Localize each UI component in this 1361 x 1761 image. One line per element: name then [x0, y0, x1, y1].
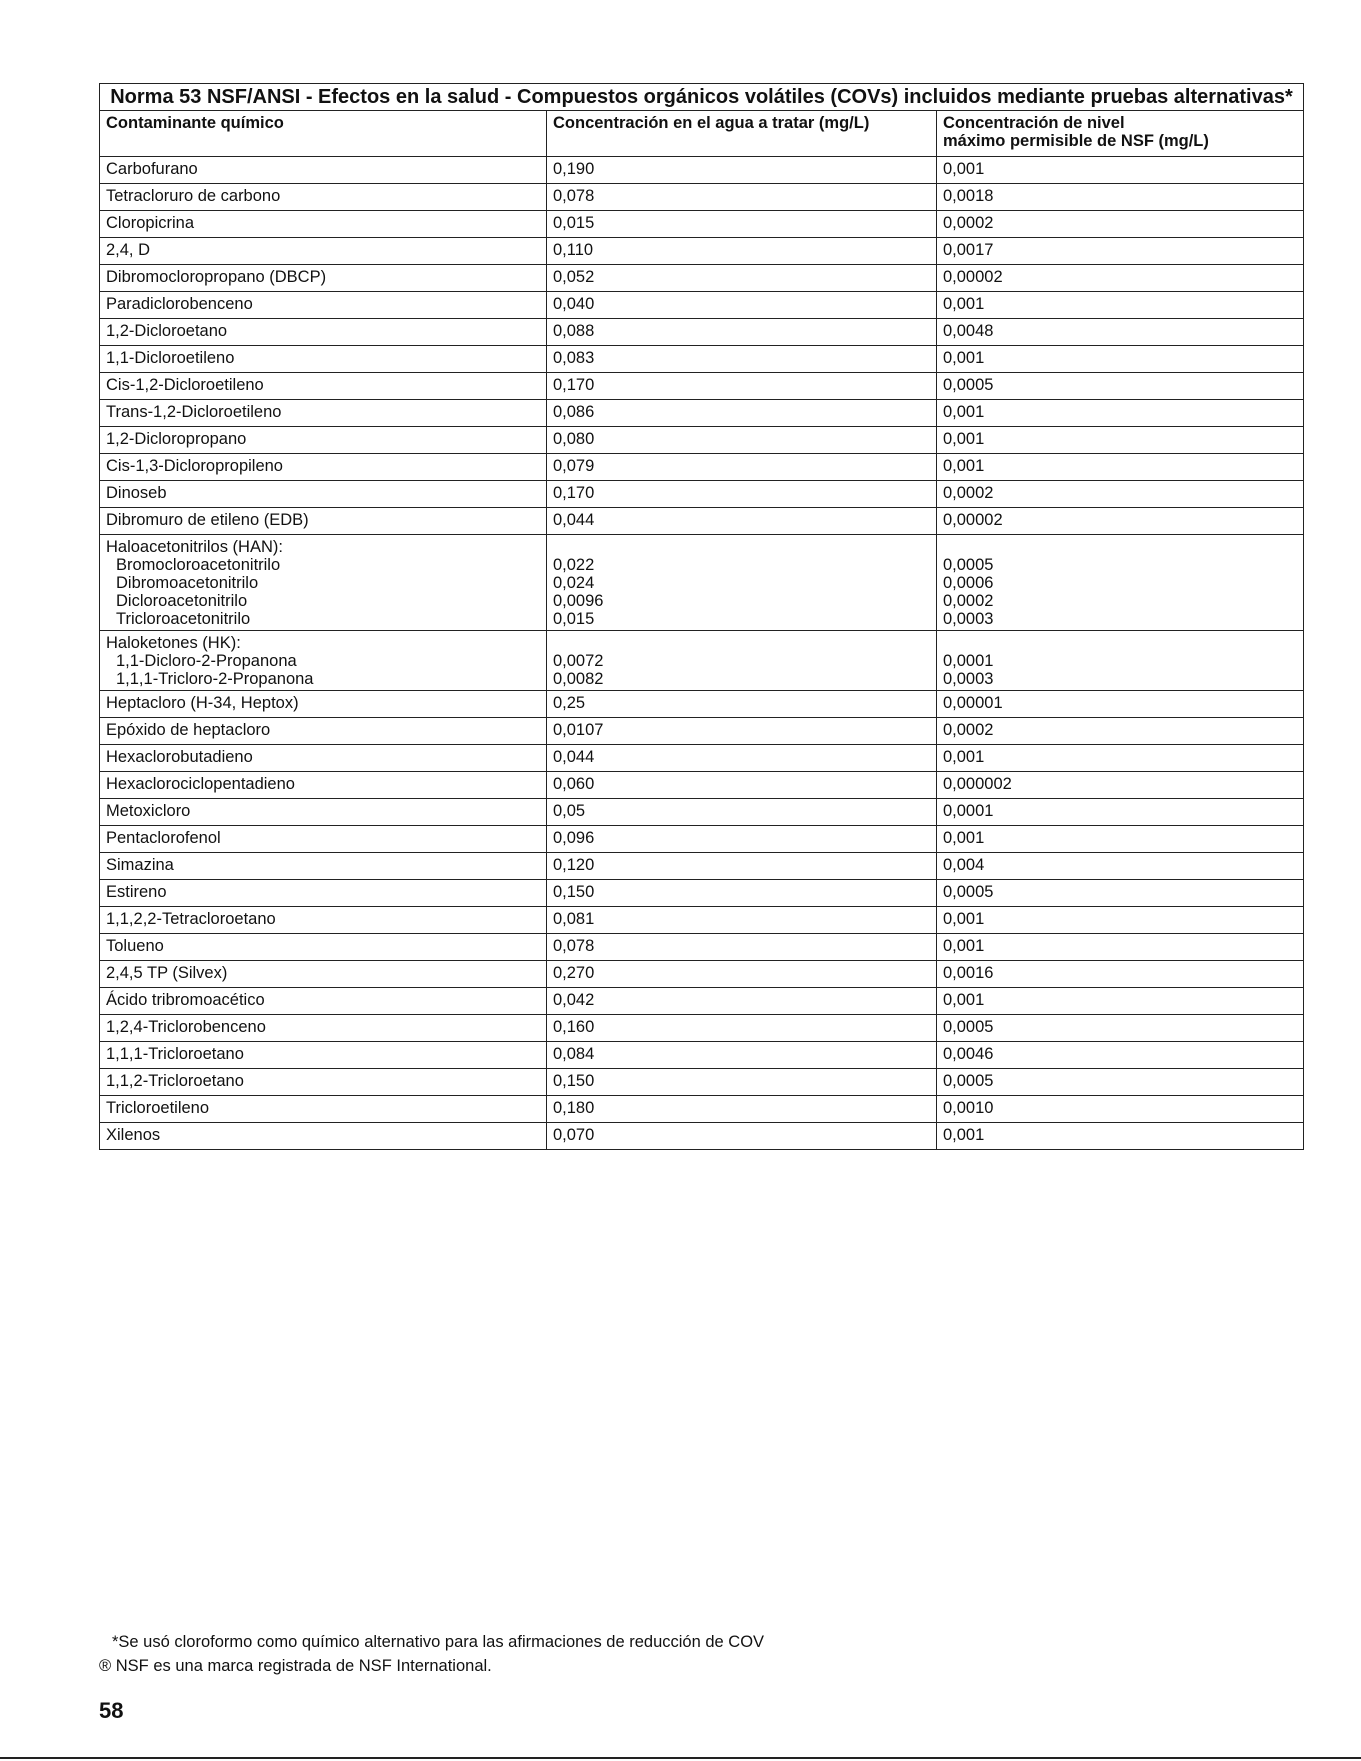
- contaminant-name-cell: Dibromuro de etileno (EDB): [100, 508, 547, 535]
- max-level-cell: 0,001: [937, 1123, 1304, 1150]
- header-concentration: Concentración en el agua a tratar (mg/L): [547, 111, 937, 157]
- max-level-cell: 0,0005: [937, 1069, 1304, 1096]
- contaminant-name-cell: 1,1-Dicloroetileno: [100, 346, 547, 373]
- table-row: [100, 481, 1304, 508]
- concentration-cell: 0,044: [547, 745, 937, 772]
- table-row: [100, 1069, 1304, 1096]
- concentration-cell: 0,040: [547, 292, 937, 319]
- hk-item-max: 0,0003: [943, 670, 994, 688]
- table-row: [100, 265, 1304, 292]
- han-item-max: 0,0005: [943, 556, 994, 574]
- header-max-level: [937, 111, 1304, 157]
- table-body-groups: [100, 535, 1304, 691]
- table-body-b: [100, 691, 1304, 1150]
- table-row-hk: [100, 631, 1304, 691]
- max-level-cell: 0,0010: [937, 1096, 1304, 1123]
- concentration-cell: 0,0107: [547, 718, 937, 745]
- table-row: [100, 508, 1304, 535]
- han-item-max: 0,0006: [943, 574, 994, 592]
- hk-item-name: 1,1-Dicloro-2-Propanona: [116, 652, 297, 670]
- contaminant-name-cell: 1,2-Dicloropropano: [100, 427, 547, 454]
- table-row: [100, 1042, 1304, 1069]
- max-level-cell: 0,001: [937, 157, 1304, 184]
- contaminant-name-cell: 1,2-Dicloroetano: [100, 319, 547, 346]
- table-row: [100, 934, 1304, 961]
- max-level-cell: 0,0005: [937, 1015, 1304, 1042]
- table-row: [100, 826, 1304, 853]
- contaminant-name-cell: Xilenos: [100, 1123, 547, 1150]
- table-row: [100, 238, 1304, 265]
- table-row: [100, 745, 1304, 772]
- concentration-cell: 0,078: [547, 934, 937, 961]
- table-row: [100, 373, 1304, 400]
- concentration-cell: 0,084: [547, 1042, 937, 1069]
- han-item-max: 0,0002: [943, 592, 994, 610]
- han-heading: Haloacetonitrilos (HAN):: [106, 538, 283, 556]
- contaminant-name-cell: 1,1,2-Tricloroetano: [100, 1069, 547, 1096]
- contaminant-name-cell: Cis-1,3-Dicloropropileno: [100, 454, 547, 481]
- table-row: [100, 427, 1304, 454]
- header-max-level-line2: máximo permisible de NSF (mg/L): [943, 132, 1209, 150]
- concentration-cell: 0,170: [547, 481, 937, 508]
- max-level-cell: 0,0002: [937, 211, 1304, 238]
- contaminant-name-cell: Cis-1,2-Dicloroetileno: [100, 373, 547, 400]
- contaminant-name-cell: Trans-1,2-Dicloroetileno: [100, 400, 547, 427]
- han-item-conc: 0,015: [553, 610, 595, 628]
- header-contaminant: Contaminante químico: [100, 111, 547, 157]
- footnote-trademark: ® NSF es una marca registrada de NSF International.: [99, 1657, 492, 1675]
- concentration-cell: 0,083: [547, 346, 937, 373]
- concentration-cell: 0,060: [547, 772, 937, 799]
- table-row: [100, 319, 1304, 346]
- han-item-conc: 0,022: [553, 556, 595, 574]
- table-row: [100, 1123, 1304, 1150]
- page-number: 58: [99, 1698, 124, 1723]
- max-level-cell: 0,00002: [937, 508, 1304, 535]
- hk-name-cell: [100, 631, 547, 691]
- table-row: [100, 184, 1304, 211]
- table-row: [100, 907, 1304, 934]
- han-item-name: Dibromoacetonitrilo: [116, 574, 259, 592]
- concentration-cell: 0,150: [547, 1069, 937, 1096]
- hk-item-max: 0,0001: [943, 652, 994, 670]
- han-item-conc: 0,0096: [553, 592, 604, 610]
- contaminant-name-cell: 1,1,1-Tricloroetano: [100, 1042, 547, 1069]
- table-row: [100, 346, 1304, 373]
- max-level-cell: 0,0002: [937, 718, 1304, 745]
- han-name-cell: [100, 535, 547, 631]
- table-row: [100, 772, 1304, 799]
- contaminant-name-cell: Metoxicloro: [100, 799, 547, 826]
- footnote-alternative: *Se usó cloroformo como químico alternativo para las afirmaciones de reducción de COV: [112, 1633, 765, 1651]
- table-row: [100, 1015, 1304, 1042]
- table-row: [100, 961, 1304, 988]
- max-level-cell: 0,004: [937, 853, 1304, 880]
- max-level-cell: 0,0016: [937, 961, 1304, 988]
- han-max-cell: [937, 535, 1304, 631]
- contaminant-name-cell: Simazina: [100, 853, 547, 880]
- han-item-name: Bromocloroacetonitrilo: [116, 556, 281, 574]
- contaminant-name-cell: Hexaclorociclopentadieno: [100, 772, 547, 799]
- max-level-cell: 0,001: [937, 826, 1304, 853]
- contaminant-name-cell: Paradiclorobenceno: [100, 292, 547, 319]
- concentration-cell: 0,042: [547, 988, 937, 1015]
- max-level-cell: 0,0017: [937, 238, 1304, 265]
- concentration-cell: 0,086: [547, 400, 937, 427]
- concentration-cell: 0,079: [547, 454, 937, 481]
- contaminant-name-cell: Dinoseb: [100, 481, 547, 508]
- max-level-cell: 0,001: [937, 400, 1304, 427]
- table-row: [100, 1096, 1304, 1123]
- max-level-cell: 0,0046: [937, 1042, 1304, 1069]
- concentration-cell: 0,25: [547, 691, 937, 718]
- max-level-cell: 0,000002: [937, 772, 1304, 799]
- han-item-name: Dicloroacetonitrilo: [116, 592, 248, 610]
- concentration-cell: 0,081: [547, 907, 937, 934]
- hk-max-cell: [937, 631, 1304, 691]
- contaminant-name-cell: Tetracloruro de carbono: [100, 184, 547, 211]
- table-row: [100, 292, 1304, 319]
- contaminant-name-cell: Tolueno: [100, 934, 547, 961]
- bottom-rule: [0, 1757, 1361, 1759]
- max-level-cell: 0,001: [937, 745, 1304, 772]
- concentration-cell: 0,088: [547, 319, 937, 346]
- table-row: [100, 853, 1304, 880]
- han-conc-cell: [547, 535, 937, 631]
- contaminant-name-cell: Carbofurano: [100, 157, 547, 184]
- max-level-cell: 0,001: [937, 907, 1304, 934]
- contaminant-table: [99, 83, 1304, 1150]
- concentration-cell: 0,080: [547, 427, 937, 454]
- concentration-cell: 0,270: [547, 961, 937, 988]
- table-row: [100, 454, 1304, 481]
- hk-item-conc: 0,0072: [553, 652, 604, 670]
- max-level-cell: 0,001: [937, 988, 1304, 1015]
- max-level-cell: 0,0005: [937, 373, 1304, 400]
- max-level-cell: 0,001: [937, 427, 1304, 454]
- table-row: [100, 211, 1304, 238]
- concentration-cell: 0,070: [547, 1123, 937, 1150]
- contaminant-name-cell: Ácido tribromoacético: [100, 988, 547, 1015]
- han-item-name: Tricloroacetonitrilo: [116, 610, 251, 628]
- concentration-cell: 0,160: [547, 1015, 937, 1042]
- max-level-cell: 0,00002: [937, 265, 1304, 292]
- table-title: Norma 53 NSF/ANSI - Efectos en la salud - Compuestos orgánicos volátiles (COVs) incluidos mediante pruebas alternativas*: [100, 84, 1304, 111]
- max-level-cell: 0,0048: [937, 319, 1304, 346]
- table-row: [100, 157, 1304, 184]
- contaminant-name-cell: Epóxido de heptacloro: [100, 718, 547, 745]
- contaminant-name-cell: Pentaclorofenol: [100, 826, 547, 853]
- table-row: [100, 691, 1304, 718]
- max-level-cell: 0,0001: [937, 799, 1304, 826]
- concentration-cell: 0,180: [547, 1096, 937, 1123]
- max-level-cell: 0,001: [937, 346, 1304, 373]
- hk-heading: Haloketones (HK):: [106, 634, 241, 652]
- hk-item-conc: 0,0082: [553, 670, 604, 688]
- concentration-cell: 0,150: [547, 880, 937, 907]
- table-row-han: [100, 535, 1304, 631]
- concentration-cell: 0,044: [547, 508, 937, 535]
- contaminant-name-cell: Cloropicrina: [100, 211, 547, 238]
- contaminant-name-cell: 1,2,4-Triclorobenceno: [100, 1015, 547, 1042]
- max-level-cell: 0,0005: [937, 880, 1304, 907]
- table-row: [100, 799, 1304, 826]
- table-row: [100, 880, 1304, 907]
- hk-conc-cell: [547, 631, 937, 691]
- max-level-cell: 0,001: [937, 454, 1304, 481]
- contaminant-name-cell: Dibromocloropropano (DBCP): [100, 265, 547, 292]
- han-item-conc: 0,024: [553, 574, 595, 592]
- contaminant-name-cell: Hexaclorobutadieno: [100, 745, 547, 772]
- concentration-cell: 0,05: [547, 799, 937, 826]
- concentration-cell: 0,170: [547, 373, 937, 400]
- contaminant-name-cell: 1,1,2,2-Tetracloroetano: [100, 907, 547, 934]
- contaminant-name-cell: Estireno: [100, 880, 547, 907]
- max-level-cell: 0,001: [937, 934, 1304, 961]
- contaminant-name-cell: Heptacloro (H-34, Heptox): [100, 691, 547, 718]
- table-row: [100, 988, 1304, 1015]
- concentration-cell: 0,190: [547, 157, 937, 184]
- max-level-cell: 0,0018: [937, 184, 1304, 211]
- hk-item-name: 1,1,1-Tricloro-2-Propanona: [116, 670, 314, 688]
- concentration-cell: 0,110: [547, 238, 937, 265]
- table-body-a: [100, 157, 1304, 535]
- max-level-cell: 0,0002: [937, 481, 1304, 508]
- concentration-cell: 0,120: [547, 853, 937, 880]
- concentration-cell: 0,078: [547, 184, 937, 211]
- table-row: [100, 400, 1304, 427]
- contaminant-name-cell: 2,4, D: [100, 238, 547, 265]
- concentration-cell: 0,015: [547, 211, 937, 238]
- max-level-cell: 0,00001: [937, 691, 1304, 718]
- han-item-max: 0,0003: [943, 610, 994, 628]
- contaminant-name-cell: 2,4,5 TP (Silvex): [100, 961, 547, 988]
- header-max-level-line1: Concentración de nivel: [943, 114, 1125, 132]
- concentration-cell: 0,096: [547, 826, 937, 853]
- contaminant-name-cell: Tricloroetileno: [100, 1096, 547, 1123]
- table-row: [100, 718, 1304, 745]
- concentration-cell: 0,052: [547, 265, 937, 292]
- max-level-cell: 0,001: [937, 292, 1304, 319]
